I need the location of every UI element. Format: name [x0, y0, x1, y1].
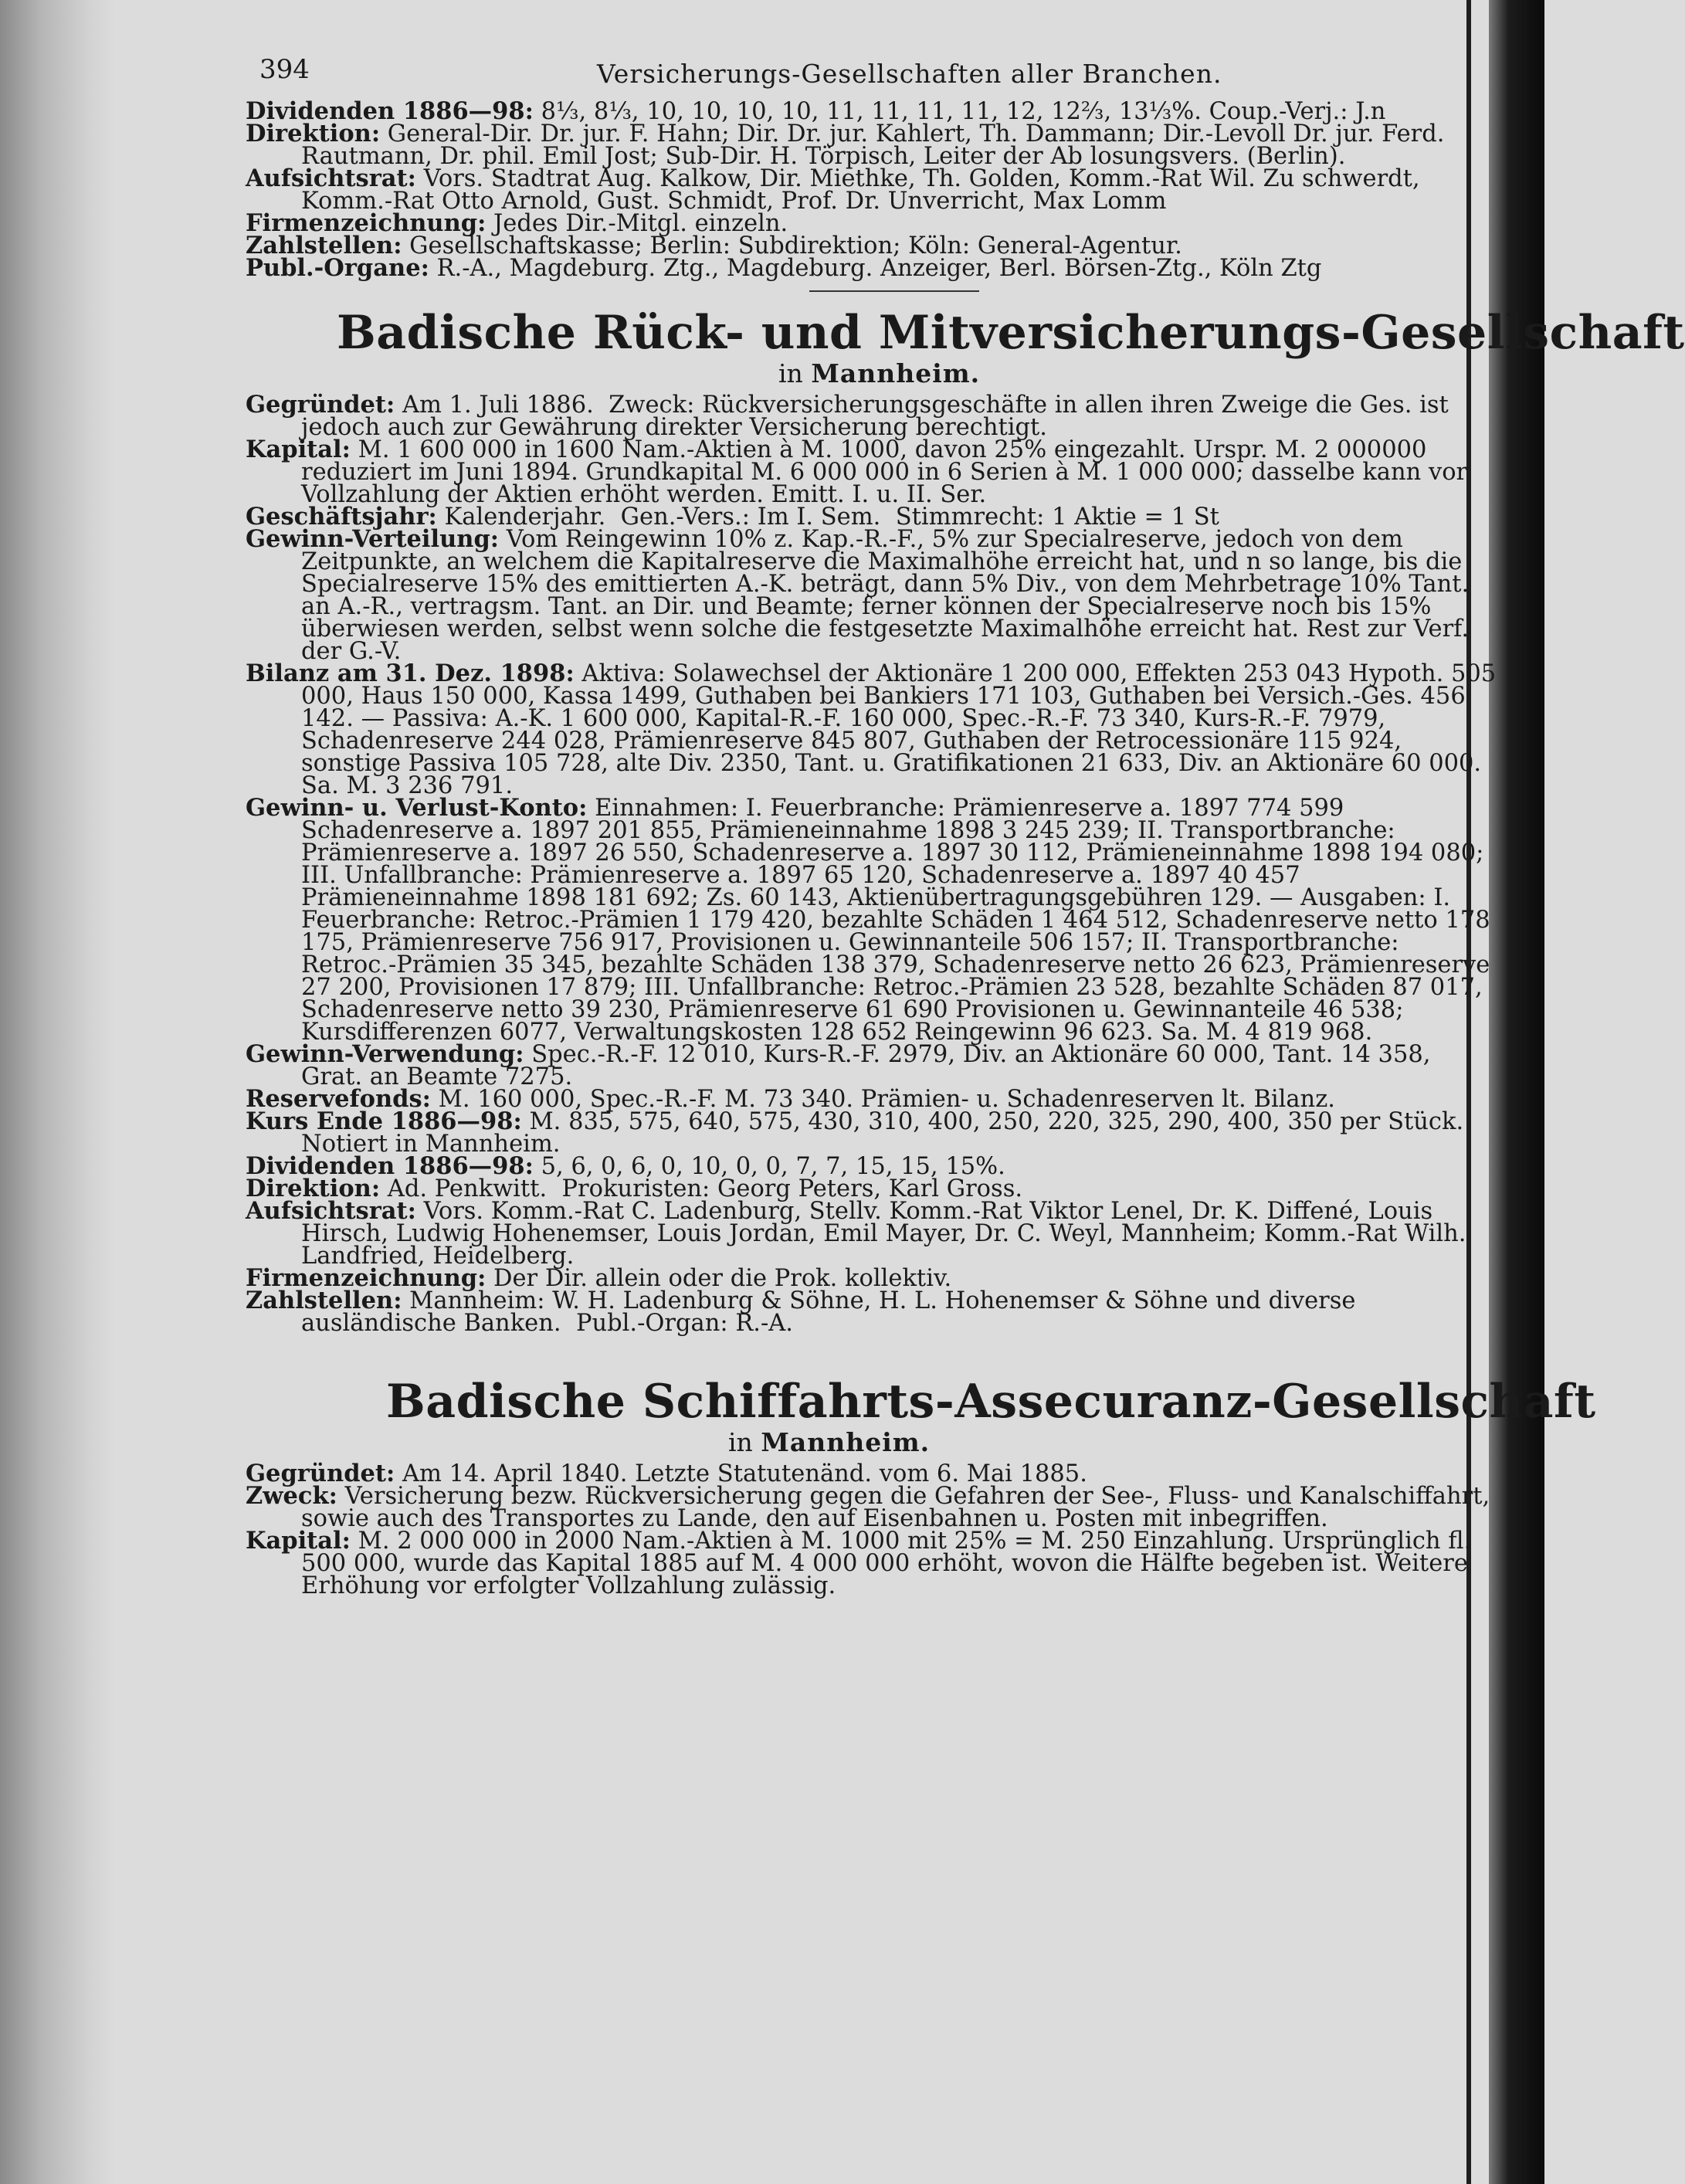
entry: [246, 660, 1504, 799]
entry: [246, 794, 1498, 1046]
entry: [246, 254, 1497, 282]
entry-text: Jedes Dir.-Mitgl. einzeln.: [486, 210, 788, 237]
entry-label: Kapital:: [246, 436, 351, 463]
entry: [246, 1197, 1497, 1270]
entry: [246, 436, 1497, 508]
entry: [246, 525, 1497, 665]
entry: [246, 391, 1497, 441]
company-city: [246, 360, 1497, 388]
entry-text: Gesellschaftskasse; Berlin: Subdirektion; Köln: General-Agentur.: [402, 232, 1182, 259]
entry: [246, 232, 1497, 259]
entry-label: Gegründet:: [246, 391, 395, 419]
entry-label: Gegründet:: [246, 1460, 395, 1487]
entry-text: Mannheim: W. H. Ladenburg & Söhne, H. L. Hohenemser & Söhne und diverse ausländische Banken. Publ.-Organ: R.-A.: [301, 1287, 1364, 1337]
entry-text: General-Dir. Dr. jur. F. Hahn; Dir. Dr. jur. Kahlert, Th. Dammann; Dir.-Levoll Dr. jur. Ferd. Rautmann, Dr. phil. Emil Jost; Sub-Dir. H. Törpisch, Leiter der Ab losungsvers. (Berlin).: [301, 120, 1453, 170]
entry: [246, 1287, 1497, 1337]
entry-label: Direktion:: [246, 120, 381, 148]
binding-shadow: [0, 0, 116, 2184]
entry: [246, 97, 1497, 125]
separator-rule: [809, 290, 979, 292]
entry-text: Vors. Stadtrat Aug. Kalkow, Dir. Miethke, Th. Golden, Komm.-Rat Wil. Zu schwerdt, Komm.-Rat Otto Arnold, Gust. Schmidt, Prof. Dr. Unverricht, Max Lomm: [301, 165, 1428, 215]
entry-label: Bilanz am 31. Dez. 1898:: [246, 660, 575, 687]
entry-label: Gewinn-Verteilung:: [246, 525, 500, 553]
entry: [246, 1040, 1497, 1090]
entry: [246, 209, 1497, 237]
entry-label: Firmenzeichnung:: [246, 1264, 487, 1292]
entry: [246, 1482, 1497, 1532]
entry-text: R.-A., Magdeburg. Ztg., Magdeburg. Anzeiger, Berl. Börsen-Ztg., Köln Ztg: [429, 255, 1322, 282]
entry: [246, 1175, 1497, 1202]
entry-text: M. 2 000 000 in 2000 Nam.-Aktien à M. 1000 mit 25% = M. 250 Einzahlung. Ursprünglich fl. 500 000, wurde das Kapital 1885 auf M. 4 000 000 erhöht, wovon die Hälfte begeben ist. Weitere Erhöhung vor erfolgter Vollzahlung zulässig.: [301, 1528, 1479, 1599]
entry-label: Reservefonds:: [246, 1085, 431, 1113]
city-prefix: in: [728, 1427, 761, 1457]
entry: [246, 1527, 1497, 1599]
entry-label: Aufsichtsrat:: [246, 164, 416, 192]
entry-text: Vors. Komm.-Rat C. Ladenburg, Stellv. Komm.-Rat Viktor Lenel, Dr. K. Diffené, Louis Hirsch, Ludwig Hohenemser, Louis Jordan, Emil Mayer, Dr. C. Weyl, Mannheim; Komm.-Rat Wilh. Landfried, Heidelberg.: [301, 1198, 1474, 1270]
page-header: [246, 54, 1497, 100]
entry-label: Zweck:: [246, 1482, 337, 1510]
entry-label: Firmenzeichnung:: [246, 209, 487, 237]
entry-label: Gewinn-Verwendung:: [246, 1040, 524, 1068]
entry-text: Kalenderjahr. Gen.-Vers.: Im I. Sem. Stimmrecht: 1 Aktie = 1 St: [436, 504, 1219, 531]
entry-label: Kurs Ende 1886—98:: [246, 1107, 522, 1135]
entry-label: Zahlstellen:: [246, 232, 402, 259]
entry-text: Vom Reingewinn 10% z. Kap.-R.-F., 5% zur Specialreserve, jedoch von dem Zeitpunkte, an welchem die Kapitalreserve die Maximalhöhe erreicht hat, und n so lange, bis die Specialreserve 15% des emittierten A.-K. beträgt, dann 5% Div., von dem Mehrbetrage 10% Tant. an A.-R., vertragsm. Tant. an Dir. und Beamte; ferner können der Specialreserve noch bis 15% überwiesen werden, selbst wenn solche die festgesetzte Maximalhöhe erreicht hat. Rest zur Verf. der G.-V.: [301, 526, 1476, 665]
entry-label: Zahlstellen:: [246, 1287, 402, 1314]
entry-text: Einnahmen: I. Feuerbranche: Prämienreserve a. 1897 774 599 Schadenreserve a. 1897 201 855, Prämieneinnahme 1898 3 245 239; II. Transportbranche: Prämienreserve a. 1897 26 550, Schadenreserve a. 1897 30 112, Prämieneinnahme 1898 194 080; III. Unfallbranche: Prämienreserve a. 1897 65 120, Schadenreserve a. 1897 40 457 Prämieneinnahme 1898 181 692; Zs. 60 143, Aktienübertragungsgebühren 129. — Ausgaben: I. Feuerbranche: Retroc.-Prämien 1 179 420, bezahlte Schäden 1 464 512, Schadenreserve netto 178 175, Prämienreserve 756 917, Provisionen u. Gewinnanteile 506 157; II. Transportbranche: Retroc.-Prämien 35 345, bezahlte Schäden 138 379, Schadenreserve netto 26 623, Prämienreserve 27 200, Provisionen 17 879; III. Unfallbranche: Retroc.-Prämien 23 528, bezahlte Schäden 87 017, Schadenreserve netto 39 230, Prämienreserve 61 690 Provisionen u. Gewinnanteile 46 538; Kursdifferenzen 6077, Verwaltungskosten 128 652 Reingewinn 96 623. Sa. M. 4 819 968.: [301, 795, 1498, 1046]
entry-label: Kapital:: [246, 1527, 351, 1555]
entry-text: Spec.-R.-F. 12 010, Kurs-R.-F. 2979, Div. an Aktionäre 60 000, Tant. 14 358, Grat. an Beamte 7275.: [301, 1041, 1439, 1090]
company-entries: [246, 391, 1504, 1337]
entry-text: M. 160 000, Spec.-R.-F. M. 73 340. Prämien- u. Schadenreserven lt. Bilanz.: [430, 1086, 1335, 1113]
company-city: [246, 1429, 1497, 1457]
city-prefix: in: [778, 358, 812, 388]
running-title: Versicherungs-Gesellschaften aller Branchen.: [597, 59, 1222, 89]
entry-text: Der Dir. allein oder die Prok. kollektiv.: [486, 1265, 952, 1292]
company-title: Badische Schiffahrts-Assecuranz-Gesellschaft: [386, 1375, 1596, 1429]
entry: [246, 1264, 1497, 1292]
entry-text: Am 14. April 1840. Letzte Statutenänd. vom 6. Mai 1885.: [395, 1460, 1087, 1487]
entry-text: Aktiva: Solawechsel der Aktionäre 1 200 000, Effekten 253 043 Hypoth. 505 000, Haus 150 000, Kassa 1499, Guthaben bei Bankiers 171 103, Guthaben bei Versich.-Ges. 456 142. — Passiva: A.-K. 1 600 000, Kapital-R.-F. 160 000, Spec.-R.-F. 73 340, Kurs-R.-F. 7979, Schadenreserve 244 028, Prämienreserve 845 807, Guthaben der Retrocessionäre 115 924, sonstige Passiva 105 728, alte Div. 2350, Tant. u. Gratifikationen 21 633, Div. an Aktionäre 60 000. Sa. M. 3 236 791.: [301, 660, 1504, 799]
entry: [246, 1107, 1497, 1158]
company-title: Badische Rück- und Mitversicherungs-Gesellschaft: [337, 306, 1685, 360]
entry: [246, 1460, 1497, 1487]
entry-label: Gewinn- u. Verlust-Konto:: [246, 794, 588, 822]
entry-text: Am 1. Juli 1886. Zweck: Rückversicherungsgeschäfte in allen ihren Zweige die Ges. ist jedoch auch zur Gewährung direkter Versicherung berechtigt.: [301, 392, 1456, 441]
company-entries: [246, 1460, 1497, 1599]
entry-label: Direktion:: [246, 1175, 381, 1202]
entry-text: Ad. Penkwitt. Prokuristen: Georg Peters, Karl Gross.: [380, 1175, 1023, 1202]
entry-label: Publ.-Organe:: [246, 254, 429, 282]
entry: [246, 120, 1497, 170]
city-name: Mannheim.: [811, 358, 981, 388]
entry-label: Dividenden 1886—98:: [246, 97, 534, 125]
entry-text: M. 835, 575, 640, 575, 430, 310, 400, 250, 220, 325, 290, 400, 350 per Stück. Notiert in Mannheim.: [301, 1108, 1471, 1158]
entry-text: Versicherung bezw. Rückversicherung gegen die Gefahren der See-, Fluss- und Kanalschiffahrt, sowie auch des Transportes zu Lande, den auf Eisenbahnen u. Posten mit inbegriffen.: [301, 1483, 1497, 1532]
page: [246, 54, 1685, 1599]
previous-company-tail: [246, 97, 1497, 282]
entry: [246, 164, 1497, 215]
page-number: 394: [259, 54, 310, 85]
entry-text: M. 1 600 000 in 1600 Nam.-Aktien à M. 1000, davon 25% eingezahlt. Urspr. M. 2 000000 reduziert im Juni 1894. Grundkapital M. 6 000 000 in 6 Serien à M. 1 000 000; dasselbe kann vor Vollzahlung der Aktien erhöht werden. Emitt. I. u. II. Ser.: [301, 436, 1475, 508]
entry-label: Geschäftsjahr:: [246, 503, 437, 531]
entry-label: Aufsichtsrat:: [246, 1197, 416, 1225]
city-name: Mannheim.: [761, 1427, 931, 1457]
entry-text: 5, 6, 0, 6, 0, 10, 0, 0, 7, 7, 15, 15, 15%.: [533, 1153, 1005, 1180]
entry: [246, 1152, 1497, 1180]
entry-label: Dividenden 1886—98:: [246, 1152, 534, 1180]
entry-text: 8⅓, 8⅓, 10, 10, 10, 10, 11, 11, 11, 11, 12, 12⅔, 13⅓%. Coup.-Verj.: J.n: [533, 98, 1386, 125]
